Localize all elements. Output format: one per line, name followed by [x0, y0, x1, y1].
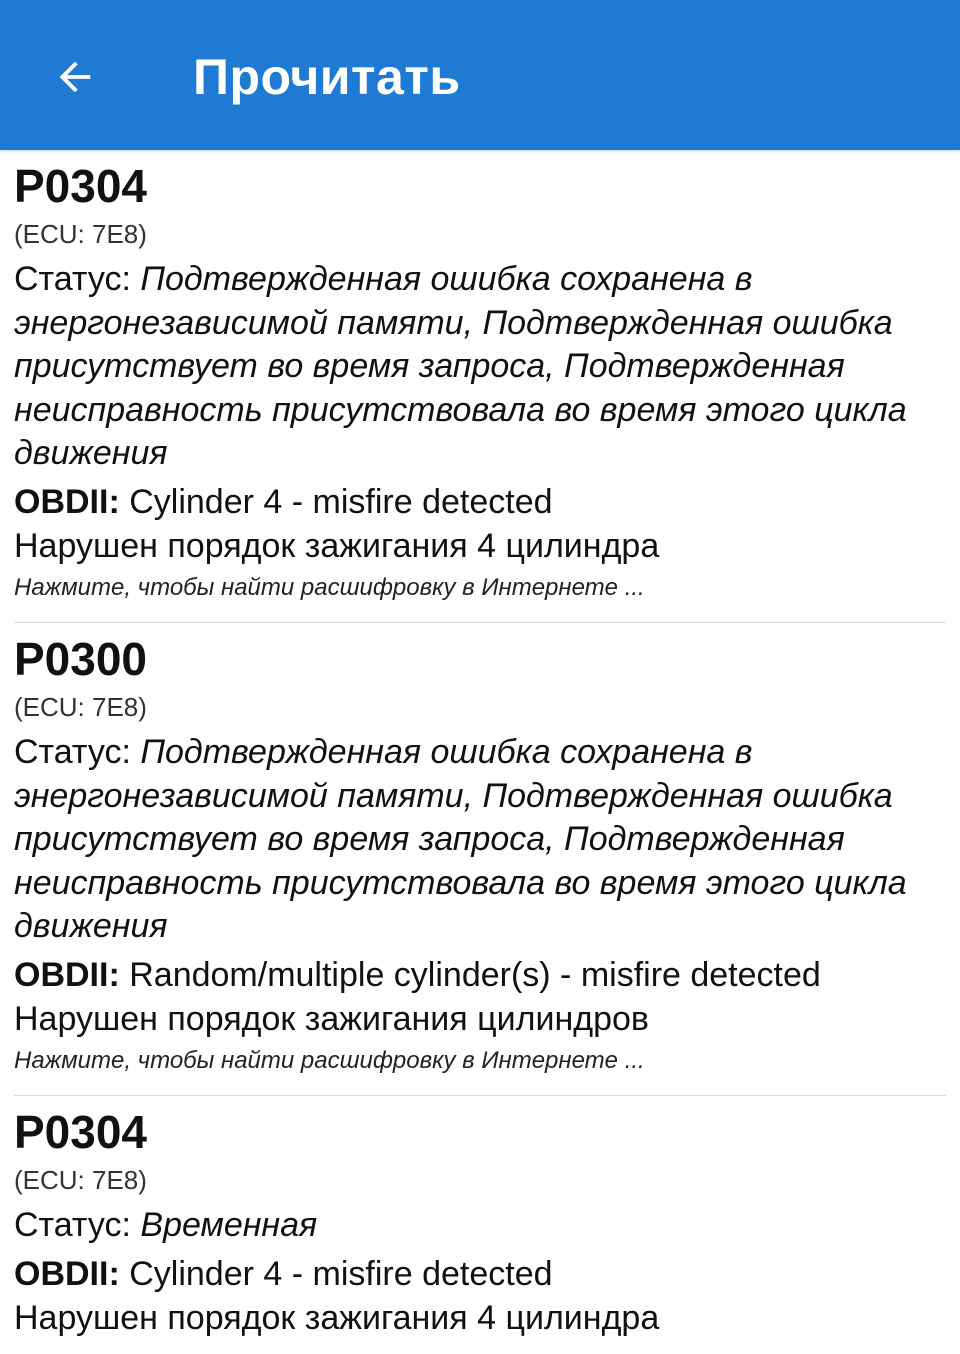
obd-text: Cylinder 4 - misfire detected	[129, 1254, 553, 1293]
status-value: Временная	[140, 1205, 318, 1244]
obd-label: OBDII:	[14, 1254, 120, 1293]
dtc-list	[0, 150, 960, 1354]
dtc-description: Нарушен порядок зажигания 4 цилиндра	[14, 1298, 660, 1337]
dtc-item[interactable]	[14, 150, 946, 623]
dtc-status	[14, 731, 946, 949]
dtc-obd	[14, 1252, 946, 1296]
obd-text: Random/multiple cylinder(s) - misfire detected	[129, 955, 821, 994]
search-online-link[interactable]: Нажмите, чтобы найти расшифровку в Интернете ...	[14, 573, 645, 601]
dtc-obd	[14, 480, 946, 524]
app-bar	[0, 0, 960, 150]
dtc-code: P0304	[14, 160, 148, 212]
obd-text: Cylinder 4 - misfire detected	[129, 482, 553, 521]
search-online-link[interactable]: Нажмите, чтобы найти расшифровку в Интернете ...	[14, 1046, 645, 1074]
obd-label: OBDII:	[14, 955, 120, 994]
back-button[interactable]	[46, 48, 104, 106]
dtc-obd	[14, 953, 946, 997]
obd-label: OBDII:	[14, 482, 120, 521]
dtc-status	[14, 1204, 946, 1248]
status-label: Статус:	[14, 1205, 131, 1244]
dtc-code: P0300	[14, 632, 148, 685]
dtc-description: Нарушен порядок зажигания цилиндров	[14, 999, 649, 1038]
status-label: Статус:	[14, 260, 131, 298]
status-label: Статус:	[14, 732, 131, 771]
dtc-status	[14, 258, 946, 476]
arrow-left-icon	[52, 54, 98, 100]
status-value: Подтвержденная ошибка сохранена в энергонезависимой памяти, Подтвержденная ошибка присутствует во время запроса, Подтвержденная неисправность присутствовала во время этого цикла движения	[14, 732, 907, 946]
dtc-item[interactable]	[14, 623, 946, 1096]
dtc-code: P0304	[14, 1105, 148, 1158]
status-value: Подтвержденная ошибка сохранена в энергонезависимой памяти, Подтвержденная ошибка присутствует во время запроса, Подтвержденная неисправность присутствовала во время этого цикла движения	[14, 260, 907, 473]
dtc-item[interactable]	[14, 1096, 946, 1354]
dtc-ecu: (ECU: 7E8)	[14, 1164, 147, 1195]
page-title: Прочитать	[193, 49, 461, 105]
dtc-ecu: (ECU: 7E8)	[14, 691, 147, 722]
dtc-ecu: (ECU: 7E8)	[14, 219, 147, 249]
dtc-description: Нарушен порядок зажигания 4 цилиндра	[14, 526, 660, 565]
